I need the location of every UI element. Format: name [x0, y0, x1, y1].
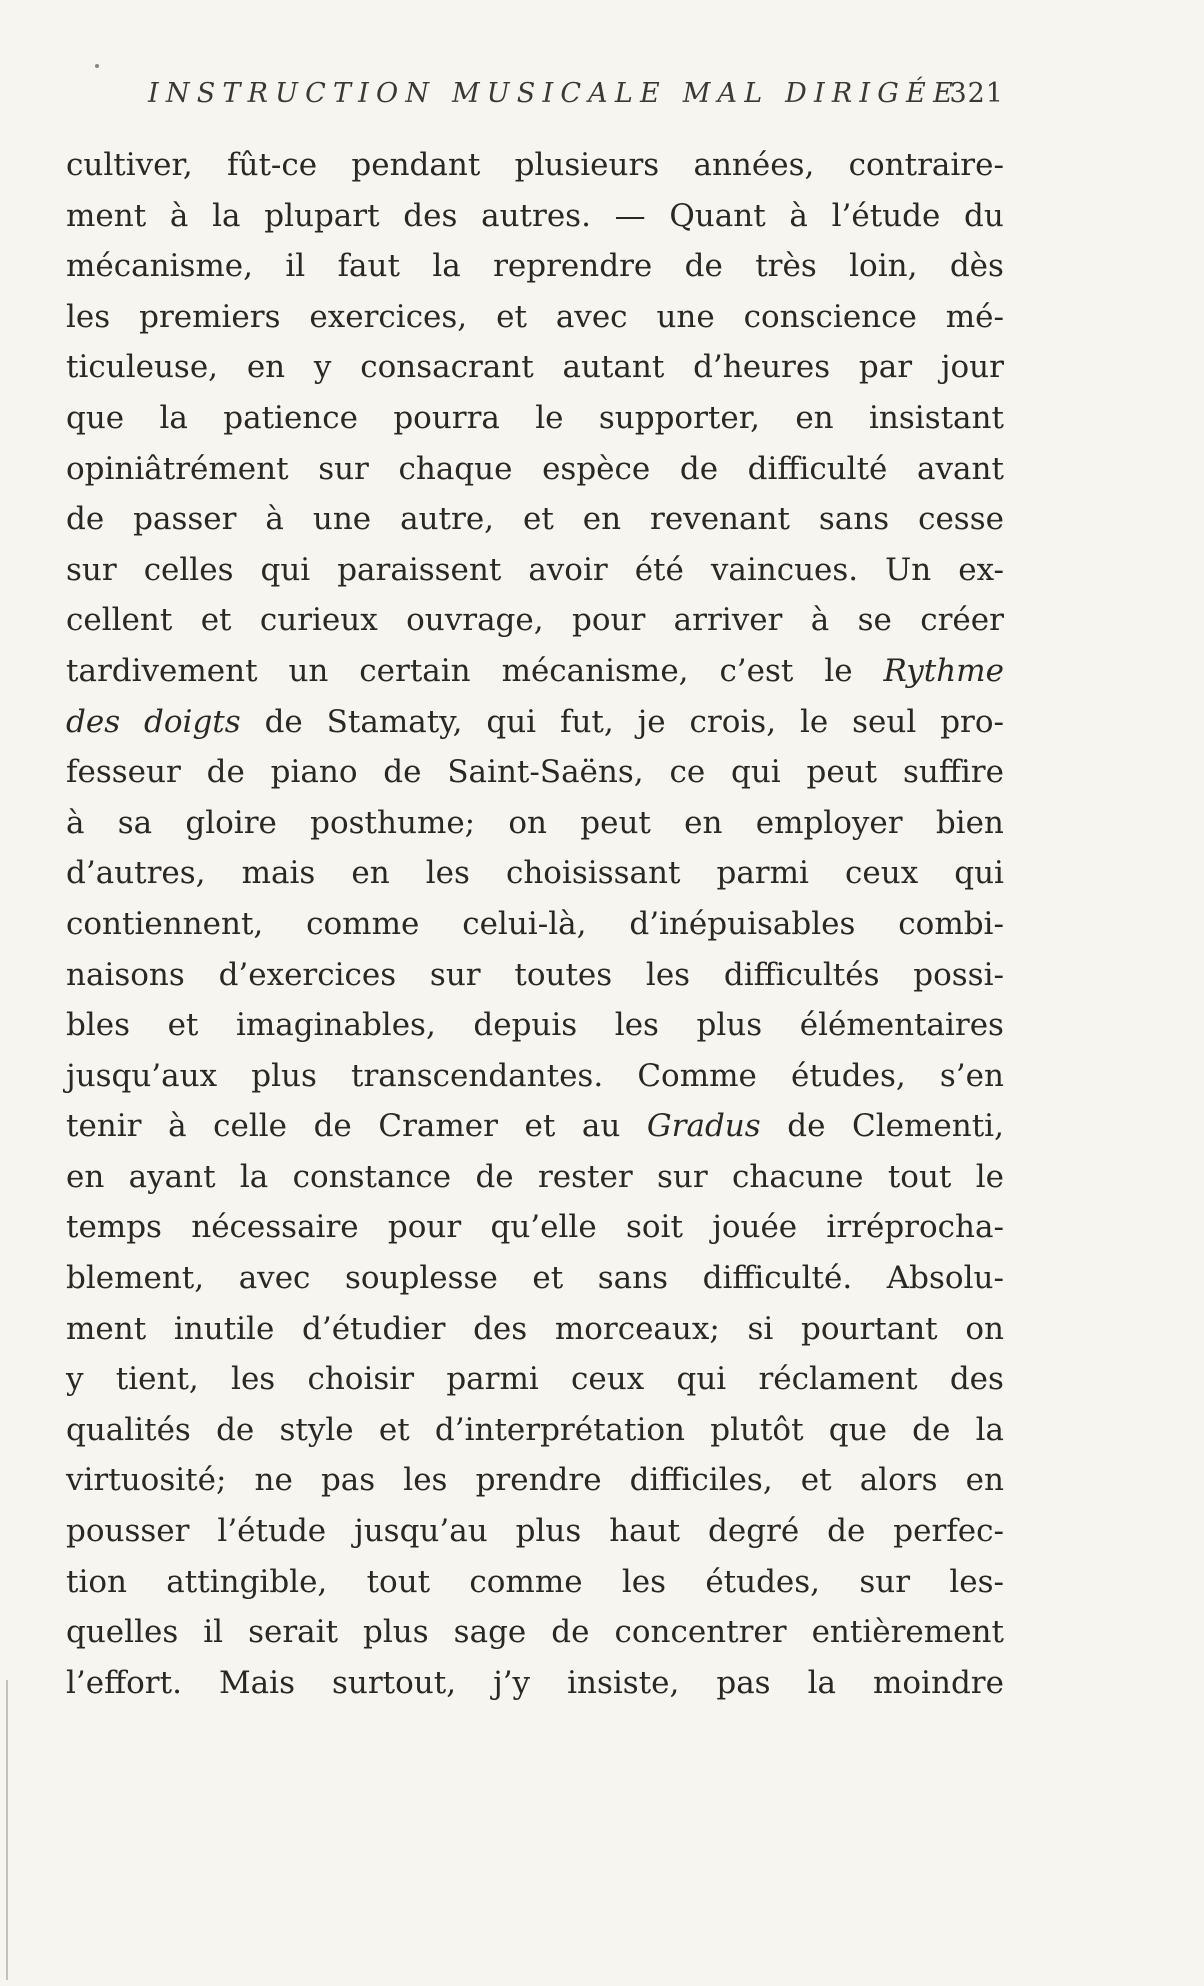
- word: suffire: [902, 754, 1004, 791]
- word: Rythme: [883, 652, 1004, 689]
- word: les: [614, 1007, 659, 1044]
- text-line: [66, 848, 1004, 899]
- word: difficulté: [747, 450, 888, 487]
- scan-edge-shadow: [6, 1680, 8, 1980]
- word: tout: [887, 1158, 952, 1195]
- word: le: [824, 652, 853, 689]
- word: irréprocha-: [826, 1209, 1004, 1246]
- word: et: [167, 1007, 199, 1044]
- word: de: [313, 1108, 352, 1145]
- word: en: [351, 855, 390, 892]
- word: fut,: [559, 703, 614, 740]
- word: quelles: [66, 1614, 179, 1651]
- word: revenant: [650, 501, 790, 538]
- word: d’autres,: [66, 855, 206, 892]
- word: mé-: [945, 298, 1004, 335]
- word: à: [810, 602, 830, 639]
- word: l’étude: [831, 197, 941, 234]
- word: créer: [920, 602, 1004, 639]
- word: la: [212, 197, 241, 234]
- word: nécessaire: [191, 1209, 359, 1246]
- text-line: [66, 1000, 1004, 1051]
- word: qui: [730, 754, 781, 791]
- word: des: [66, 703, 121, 740]
- ink-speck: [95, 64, 99, 68]
- word: de: [551, 1614, 590, 1651]
- word: le: [799, 703, 829, 740]
- word: espèce: [542, 450, 651, 487]
- word: de: [679, 450, 719, 487]
- word: des: [949, 1361, 1004, 1398]
- word: Clementi,: [852, 1108, 1004, 1145]
- word: possi-: [913, 956, 1004, 993]
- word: études,: [705, 1563, 821, 1600]
- word: morceaux;: [554, 1310, 720, 1347]
- word: opiniâtrément: [66, 450, 289, 487]
- word: que: [828, 1411, 887, 1448]
- word: d’heures: [693, 349, 831, 386]
- word: conscience: [743, 298, 917, 335]
- word: celles: [143, 551, 234, 588]
- word: reprendre: [493, 248, 653, 285]
- word: avec: [238, 1260, 311, 1297]
- word: que: [66, 399, 125, 436]
- word: mécanisme,: [501, 652, 689, 689]
- word: ouvrage,: [406, 602, 544, 639]
- word: de: [206, 754, 245, 791]
- text-line: [66, 1658, 1004, 1709]
- word: en: [965, 1462, 1004, 1499]
- word: pour: [571, 602, 646, 639]
- word: premiers: [139, 298, 281, 335]
- text-line: [66, 444, 1004, 495]
- word: arriver: [673, 602, 783, 639]
- word: sur: [66, 551, 117, 588]
- word: Cramer: [378, 1108, 498, 1145]
- word: combi-: [898, 905, 1004, 942]
- word: l’étude: [217, 1513, 327, 1550]
- text-line: [66, 191, 1004, 242]
- word: qui: [676, 1361, 727, 1398]
- word: de: [827, 1513, 866, 1550]
- word: naisons: [66, 956, 185, 993]
- word: concentrer: [614, 1614, 787, 1651]
- word: on: [508, 804, 548, 841]
- word: c’est: [719, 652, 794, 689]
- word: virtuosité;: [66, 1462, 227, 1499]
- word: en: [246, 349, 286, 386]
- word: parmi: [716, 855, 809, 892]
- word: chacune: [732, 1158, 864, 1195]
- word: style: [279, 1411, 354, 1448]
- word: par: [858, 349, 913, 386]
- word: celui-là,: [462, 905, 587, 942]
- word: été: [634, 551, 684, 588]
- word: pas: [320, 1462, 376, 1499]
- word: parmi: [446, 1361, 539, 1398]
- word: loin,: [849, 248, 918, 285]
- word: sans: [818, 501, 890, 538]
- word: sur: [657, 1158, 708, 1195]
- word: pousser: [66, 1513, 190, 1550]
- word: posthume;: [310, 804, 476, 841]
- word: en: [582, 501, 622, 538]
- text-line: [66, 950, 1004, 1001]
- word: perfec-: [893, 1513, 1004, 1550]
- word: soit: [625, 1209, 683, 1246]
- word: choisissant: [505, 855, 681, 892]
- word: une: [312, 501, 372, 538]
- word: jour: [940, 349, 1004, 386]
- word: moindre: [873, 1664, 1004, 1701]
- word: y: [313, 349, 332, 386]
- word: autant: [562, 349, 665, 386]
- word: peut: [580, 804, 651, 841]
- word: qualités: [66, 1411, 191, 1448]
- word: fût-ce: [227, 147, 318, 183]
- word: il: [203, 1614, 224, 1651]
- word: degré: [708, 1513, 800, 1550]
- word: patience: [223, 399, 358, 436]
- word: choisir: [307, 1361, 415, 1398]
- word: pourra: [393, 399, 500, 436]
- word: comme: [469, 1563, 583, 1600]
- word: Un: [885, 551, 932, 588]
- word: de: [787, 1108, 826, 1145]
- word: de: [66, 501, 105, 538]
- word: blement,: [66, 1260, 205, 1297]
- word: en: [66, 1158, 105, 1195]
- word: inutile: [173, 1310, 275, 1347]
- word: ment: [66, 197, 147, 234]
- word: la: [159, 399, 188, 436]
- body-text: [66, 140, 1004, 1708]
- word: qui: [954, 855, 1004, 892]
- word: —: [614, 197, 646, 234]
- word: et: [378, 1411, 410, 1448]
- word: à: [66, 804, 85, 841]
- text-line: [66, 747, 1004, 798]
- word: et: [496, 298, 527, 335]
- word: sur: [859, 1563, 911, 1600]
- word: ce: [669, 754, 706, 791]
- text-line: [66, 1253, 1004, 1304]
- word: un: [288, 652, 329, 689]
- text-line: [66, 1202, 1004, 1253]
- word: ment: [66, 1310, 147, 1347]
- word: la: [239, 1158, 269, 1195]
- word: la: [975, 1411, 1004, 1448]
- word: entièrement: [811, 1614, 1004, 1651]
- word: dès: [949, 248, 1004, 285]
- word: qu’elle: [490, 1209, 597, 1246]
- word: bien: [935, 804, 1004, 841]
- word: ceux: [571, 1361, 645, 1398]
- word: la: [807, 1664, 836, 1701]
- word: ex-: [958, 551, 1004, 588]
- word: des: [403, 197, 458, 234]
- word: Comme: [637, 1057, 757, 1094]
- word: et: [200, 602, 232, 639]
- text-line: [66, 1101, 1004, 1152]
- word: jusqu’au: [354, 1513, 488, 1550]
- word: et: [522, 501, 554, 538]
- word: le: [535, 399, 564, 436]
- word: chaque: [398, 450, 513, 487]
- word: et: [800, 1462, 832, 1499]
- word: d’interprétation: [434, 1411, 686, 1448]
- word: tenir: [66, 1108, 142, 1145]
- word: le: [975, 1158, 1004, 1195]
- word: Absolu-: [886, 1260, 1004, 1297]
- running-head: [148, 78, 1010, 128]
- word: à: [168, 1108, 187, 1145]
- word: supporter,: [598, 399, 760, 436]
- text-line: [66, 393, 1004, 444]
- word: qui: [260, 551, 311, 588]
- word: sage: [453, 1614, 527, 1651]
- word: tout: [366, 1563, 431, 1600]
- word: de: [383, 754, 422, 791]
- word: en: [684, 804, 723, 841]
- word: alors: [859, 1462, 938, 1499]
- word: la: [432, 248, 461, 285]
- word: attingible,: [166, 1563, 328, 1600]
- word: autre,: [400, 501, 495, 538]
- word: de: [684, 248, 723, 285]
- word: en: [795, 399, 834, 436]
- word: ne: [254, 1462, 293, 1499]
- word: mais: [241, 855, 316, 892]
- word: ayant: [128, 1158, 216, 1195]
- word: à: [789, 197, 808, 234]
- word: insiste,: [567, 1664, 680, 1701]
- word: gloire: [185, 804, 277, 841]
- word: les: [403, 1462, 448, 1499]
- word: seul: [852, 703, 917, 740]
- word: passer: [133, 501, 237, 538]
- word: des: [473, 1310, 528, 1347]
- text-line: [66, 1354, 1004, 1405]
- text-line: [66, 1455, 1004, 1506]
- text-line: [66, 1506, 1004, 1557]
- word: si: [747, 1310, 774, 1347]
- text-line: [66, 1051, 1004, 1102]
- word: se: [857, 602, 892, 639]
- word: contiennent,: [66, 905, 264, 942]
- word: bles: [66, 1007, 131, 1044]
- word: y: [66, 1361, 84, 1398]
- word: réclament: [758, 1361, 918, 1398]
- word: ticuleuse,: [66, 349, 219, 386]
- word: imaginables,: [235, 1007, 436, 1044]
- word: Stamaty,: [326, 703, 463, 740]
- text-line: [66, 241, 1004, 292]
- text-line: [66, 646, 1004, 697]
- word: haut: [609, 1513, 681, 1550]
- word: paraissent: [337, 551, 502, 588]
- word: sur: [318, 450, 369, 487]
- word: piano: [270, 754, 358, 791]
- word: crois,: [689, 703, 777, 740]
- word: plusieurs: [514, 147, 660, 183]
- word: consacrant: [360, 349, 534, 386]
- word: à: [169, 197, 189, 234]
- word: serait: [248, 1614, 339, 1651]
- word: années,: [693, 147, 815, 183]
- word: élémentaires: [799, 1007, 1004, 1044]
- word: pourtant: [800, 1310, 938, 1347]
- word: les: [645, 956, 691, 993]
- word: de: [475, 1158, 514, 1195]
- word: il: [285, 248, 306, 285]
- word: de: [912, 1411, 951, 1448]
- word: sa: [117, 804, 153, 841]
- text-line: [66, 1304, 1004, 1355]
- word: difficultés: [723, 956, 880, 993]
- word: insistant: [868, 399, 1004, 436]
- word: transcendantes.: [351, 1057, 604, 1094]
- word: doigts: [144, 703, 241, 740]
- word: de: [264, 703, 303, 740]
- word: exercices,: [309, 298, 468, 335]
- word: cultiver,: [66, 147, 193, 183]
- word: autres.: [481, 197, 591, 234]
- word: contraire-: [848, 147, 1004, 183]
- word: plus: [251, 1057, 317, 1094]
- word: plus: [515, 1513, 582, 1550]
- word: cellent: [66, 602, 173, 639]
- text-line: [66, 1557, 1004, 1608]
- word: curieux: [259, 602, 378, 639]
- word: temps: [66, 1209, 162, 1246]
- word: les: [231, 1361, 276, 1398]
- text-line: [66, 1152, 1004, 1203]
- word: plupart: [264, 197, 380, 234]
- word: Quant: [669, 197, 766, 234]
- running-title: INSTRUCTION MUSICALE MAL DIRIGÉE: [148, 78, 960, 109]
- text-line: [66, 1607, 1004, 1658]
- word: les-: [949, 1563, 1004, 1600]
- word: du: [964, 197, 1004, 234]
- word: sur: [429, 956, 481, 993]
- word: constance: [292, 1158, 452, 1195]
- word: plus: [363, 1614, 429, 1651]
- word: très: [755, 248, 817, 285]
- word: rester: [537, 1158, 633, 1195]
- word: pro-: [940, 703, 1004, 740]
- word: prendre: [475, 1462, 602, 1499]
- word: Saint-Saëns,: [447, 754, 644, 791]
- word: au: [581, 1108, 621, 1145]
- word: sans: [597, 1260, 669, 1297]
- word: ceux: [845, 855, 919, 892]
- word: plutôt: [710, 1411, 804, 1448]
- word: à: [265, 501, 284, 538]
- word: avant: [917, 450, 1004, 487]
- word: plus: [696, 1007, 763, 1044]
- word: employer: [755, 804, 903, 841]
- text-line: [66, 1405, 1004, 1456]
- word: certain: [359, 652, 471, 689]
- word: les: [66, 298, 111, 335]
- word: celle: [213, 1108, 288, 1145]
- text-line: [66, 292, 1004, 343]
- text-line: [66, 545, 1004, 596]
- word: difficiles,: [629, 1462, 773, 1499]
- page-number: 321: [949, 78, 1004, 109]
- word: les: [621, 1563, 667, 1600]
- word: et: [532, 1260, 564, 1297]
- word: études,: [791, 1057, 906, 1094]
- word: pendant: [351, 147, 481, 183]
- word: cesse: [918, 501, 1004, 538]
- word: souplesse: [344, 1260, 498, 1297]
- word: mécanisme,: [66, 248, 253, 285]
- word: qui: [486, 703, 537, 740]
- word: les: [425, 855, 470, 892]
- text-line: [66, 342, 1004, 393]
- word: toutes: [514, 956, 613, 993]
- word: Gradus: [646, 1108, 761, 1145]
- word: avec: [555, 298, 628, 335]
- word: tient,: [115, 1361, 199, 1398]
- text-line: [66, 899, 1004, 950]
- word: jouée: [712, 1209, 798, 1246]
- word: d’étudier: [302, 1310, 446, 1347]
- word: surtout,: [331, 1664, 457, 1701]
- word: fesseur: [66, 754, 181, 791]
- text-line: [66, 697, 1004, 748]
- word: Mais: [218, 1664, 295, 1701]
- word: de: [216, 1411, 255, 1448]
- word: difficulté.: [702, 1260, 853, 1297]
- word: s’en: [939, 1057, 1004, 1094]
- word: pour: [387, 1209, 462, 1246]
- text-line: [66, 140, 1004, 191]
- word: avoir: [528, 551, 608, 588]
- word: tardivement: [66, 652, 258, 689]
- word: l’effort.: [66, 1664, 182, 1701]
- word: une: [656, 298, 715, 335]
- text-line: [66, 494, 1004, 545]
- word: d’exercices: [218, 956, 397, 993]
- word: jusqu’aux: [66, 1057, 218, 1094]
- text-line: [66, 595, 1004, 646]
- word: d’inépuisables: [629, 905, 856, 942]
- word: vaincues.: [710, 551, 859, 588]
- word: j’y: [493, 1664, 531, 1701]
- word: pas: [716, 1664, 771, 1701]
- word: on: [965, 1310, 1004, 1347]
- word: comme: [306, 905, 420, 942]
- word: et: [524, 1108, 556, 1145]
- word: depuis: [473, 1007, 578, 1044]
- word: je: [637, 703, 666, 740]
- text-line: [66, 798, 1004, 849]
- word: tion: [66, 1563, 128, 1600]
- word: peut: [806, 754, 878, 791]
- word: faut: [337, 248, 400, 285]
